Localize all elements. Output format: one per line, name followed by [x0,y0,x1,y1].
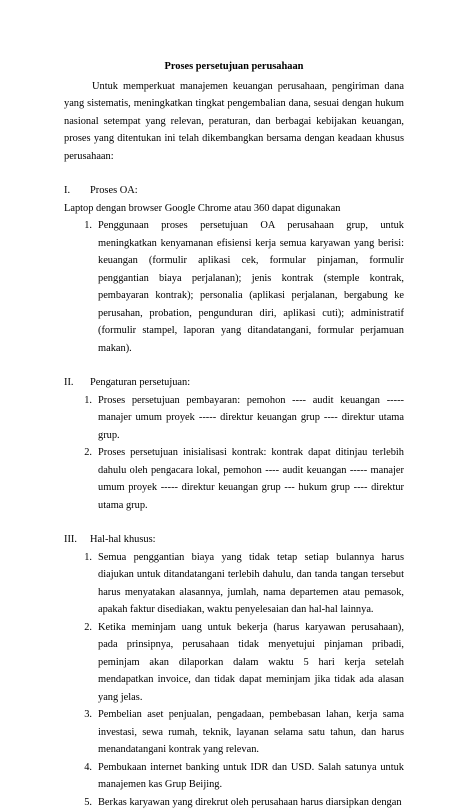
list-item-number: 1. [64,392,98,445]
numbered-list [64,392,404,515]
section-number: I. [64,182,90,200]
document-title: Proses persetujuan perusahaan [64,58,404,76]
list-item-text: Proses persetujuan pembayaran: pemohon ---- audit keuangan ----- manajer umum proyek ----- direktur keuangan grup ---- direktur utama grup. [98,392,404,445]
list-item-number: 4. [64,759,98,794]
list-item-number: 5. [64,794,98,811]
section-title: Proses OA: [90,182,138,200]
intro-paragraph: Untuk memperkuat manajemen keuangan perusahaan, pengiriman dana yang sistematis, meningkatkan tingkat pengembalian dana, sesuai dengan hukum nasional setempat yang relevan, peraturan, dan berbagai kebijakan keuangan, proses yang ditentukan ini telah dikembangkan bersama dengan keadaan khusus perusahaan: [64,78,404,166]
section-hal-hal-khusus [64,531,404,811]
list-item-text: Semua penggantian biaya yang tidak tetap setiap bulannya harus diajukan untuk ditandatangani terlebih dahulu, dan tanda tangan tersebut harus menyatakan alasannya, jumlah, nama departemen atau pemasok, apakah faktur disediakan, waktu penyelesaian dan hal-hal lainnya. [98,549,404,619]
list-item-text: Penggunaan proses persetujuan OA perusahaan grup, untuk meningkatkan kenyamanan efisiensi kerja semua karyawan yang berisi: keuangan (formulir aplikasi cek, formular pinjaman, formulir penggantian biaya perjalanan); jenis kontrak (stemple kontrak, pembayaran kontrak); personalia (aplikasi perjalanan, bergabung ke perusahan, probation, pengunduran diri, aplikasi cuti); administratif (formulir stampel, laporan yang ditandatangani, formular perjamuan makan). [98,217,404,357]
list-item-text: Proses persetujuan inisialisasi kontrak: kontrak dapat ditinjau terlebih dahulu oleh pengacara lokal, pemohon ---- audit keuangan ----- manajer umum proyek ----- direktur keuangan grup --- hukum grup ---- direktur utama grup. [98,444,404,514]
numbered-list [64,217,404,357]
section-pengaturan-persetujuan [64,374,404,514]
section-heading [64,374,404,392]
list-item-number: 1. [64,549,98,619]
list-item-text: Berkas karyawan yang direkrut oleh perusahaan harus diarsipkan dengan [98,794,404,811]
section-number: II. [64,374,90,392]
numbered-list [64,549,404,811]
list-item [64,217,404,357]
list-item-text: Ketika meminjam uang untuk bekerja (harus karyawan perusahaan), pada prinsipnya, perusahaan tidak menyetujui pinjaman pribadi, peminjam akan dilaporkan dalam waktu 5 hari kerja setelah mendapatkan invoice, dan tidak dapat meminjam jika tidak ada alasan yang jelas. [98,619,404,707]
list-item-number: 2. [64,444,98,514]
list-item [64,444,404,514]
section-number: III. [64,531,90,549]
list-item [64,759,404,794]
section-proses-oa [64,182,404,357]
document-body [64,58,404,811]
section-note: Laptop dengan browser Google Chrome atau 360 dapat digunakan [64,200,404,218]
section-heading [64,182,404,200]
list-item [64,794,404,811]
section-title: Pengaturan persetujuan: [90,374,190,392]
section-title: Hal-hal khusus: [90,531,156,549]
list-item-number: 3. [64,706,98,759]
list-item-text: Pembelian aset penjualan, pengadaan, pembebasan lahan, kerja sama investasi, sewa rumah, teknik, layanan selama satu tahun, dan harus menandatangani kontrak yang relevan. [98,706,404,759]
list-item-text: Pembukaan internet banking untuk IDR dan USD. Salah satunya untuk manajemen kas Grup Beijing. [98,759,404,794]
list-item-number: 2. [64,619,98,707]
list-item [64,706,404,759]
list-item [64,392,404,445]
section-heading [64,531,404,549]
list-item-number: 1. [64,217,98,357]
list-item [64,549,404,619]
